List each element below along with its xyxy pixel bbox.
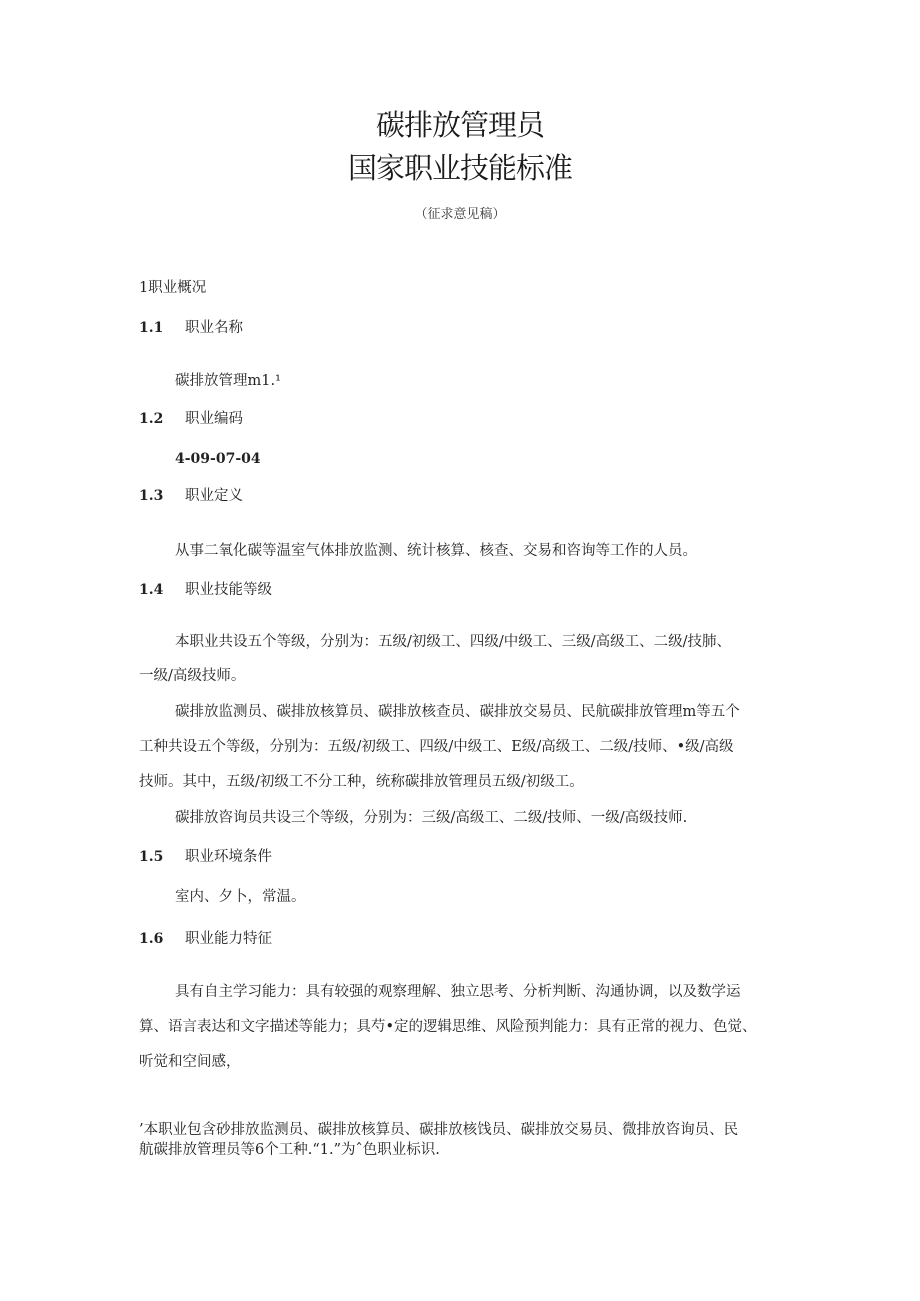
levels-paragraph2-line2: 工种共设五个等级，分别为：五级/初级工、四级/中级工、E级/高级工、二级/技师、•级/高级 [139,739,734,755]
levels-paragraph3-line1: 碳排放咨询员共设三个等级，分别为：三级/高级工、二级/技师、一级/高级技师. [175,810,688,826]
chapter-heading: 1职业概况 [139,280,207,296]
levels-paragraph2-line3: 技师。其中，五级/初级工不分工种，统称碳排放管理员五级/初级工。 [139,774,584,790]
section-label: 职业能力特征 [185,931,272,947]
section-number: 1.4 [139,582,164,598]
section-label: 职业编码 [185,411,243,427]
document-title-line1: 碳排放管理员 [375,108,544,142]
footnote-line2: 航碳排放管理员等6个工种.“1.”为ˆ色职业标识. [139,1142,440,1158]
ability-line1: 具有自主学习能力：具有较强的观察理解、独立思考、分析判断、沟通协调，以及数学运 [175,984,741,1000]
section-label: 职业名称 [185,320,243,336]
levels-paragraph2-line1: 碳排放监测员、碳排放核算员、碳排放核查员、碳排放交易员、民航碳排放管理m等五个 [175,704,740,720]
occupation-name: 碳排放管理m1.¹ [175,373,281,389]
document-title-line2: 国家职业技能标准 [347,151,572,185]
section-label: 职业定义 [185,488,243,504]
section-number: 1.3 [139,488,164,504]
document-subtitle: （征求意见稿） [414,207,506,222]
section-label: 职业技能等级 [185,582,272,598]
levels-paragraph1-line1: 本职业共设五个等级，分别为：五级/初级工、四级/中级工、三级/高级工、二级/技肺、 [175,634,732,650]
occupation-definition: 从事二氧化碳等温室气体排放监测、统计核算、核查、交易和咨询等工作的人员。 [175,543,697,559]
ability-line3: 听觉和空间感， [139,1054,241,1070]
ability-line2: 算、语言表达和文字描述等能力；具芍•定的逻辑思维、风险预判能力：具有正常的视力、色觉、 [139,1019,757,1035]
occupation-code: 4-09-07-04 [175,451,261,467]
levels-paragraph1-line2: 一级/高级技师。 [139,668,246,684]
section-number: 1.6 [139,931,164,947]
section-number: 1.2 [139,411,164,427]
footnote-line1: ’本职业包含砂排放监测员、碳排放核算员、碳排放核饯员、碳排放交易员、微排放咨询员、民 [139,1122,739,1138]
section-number: 1.5 [139,849,164,865]
section-label: 职业环境条件 [185,849,272,865]
environment-conditions: 室内、夕卜，常温。 [175,889,306,905]
section-number: 1.1 [139,320,164,336]
